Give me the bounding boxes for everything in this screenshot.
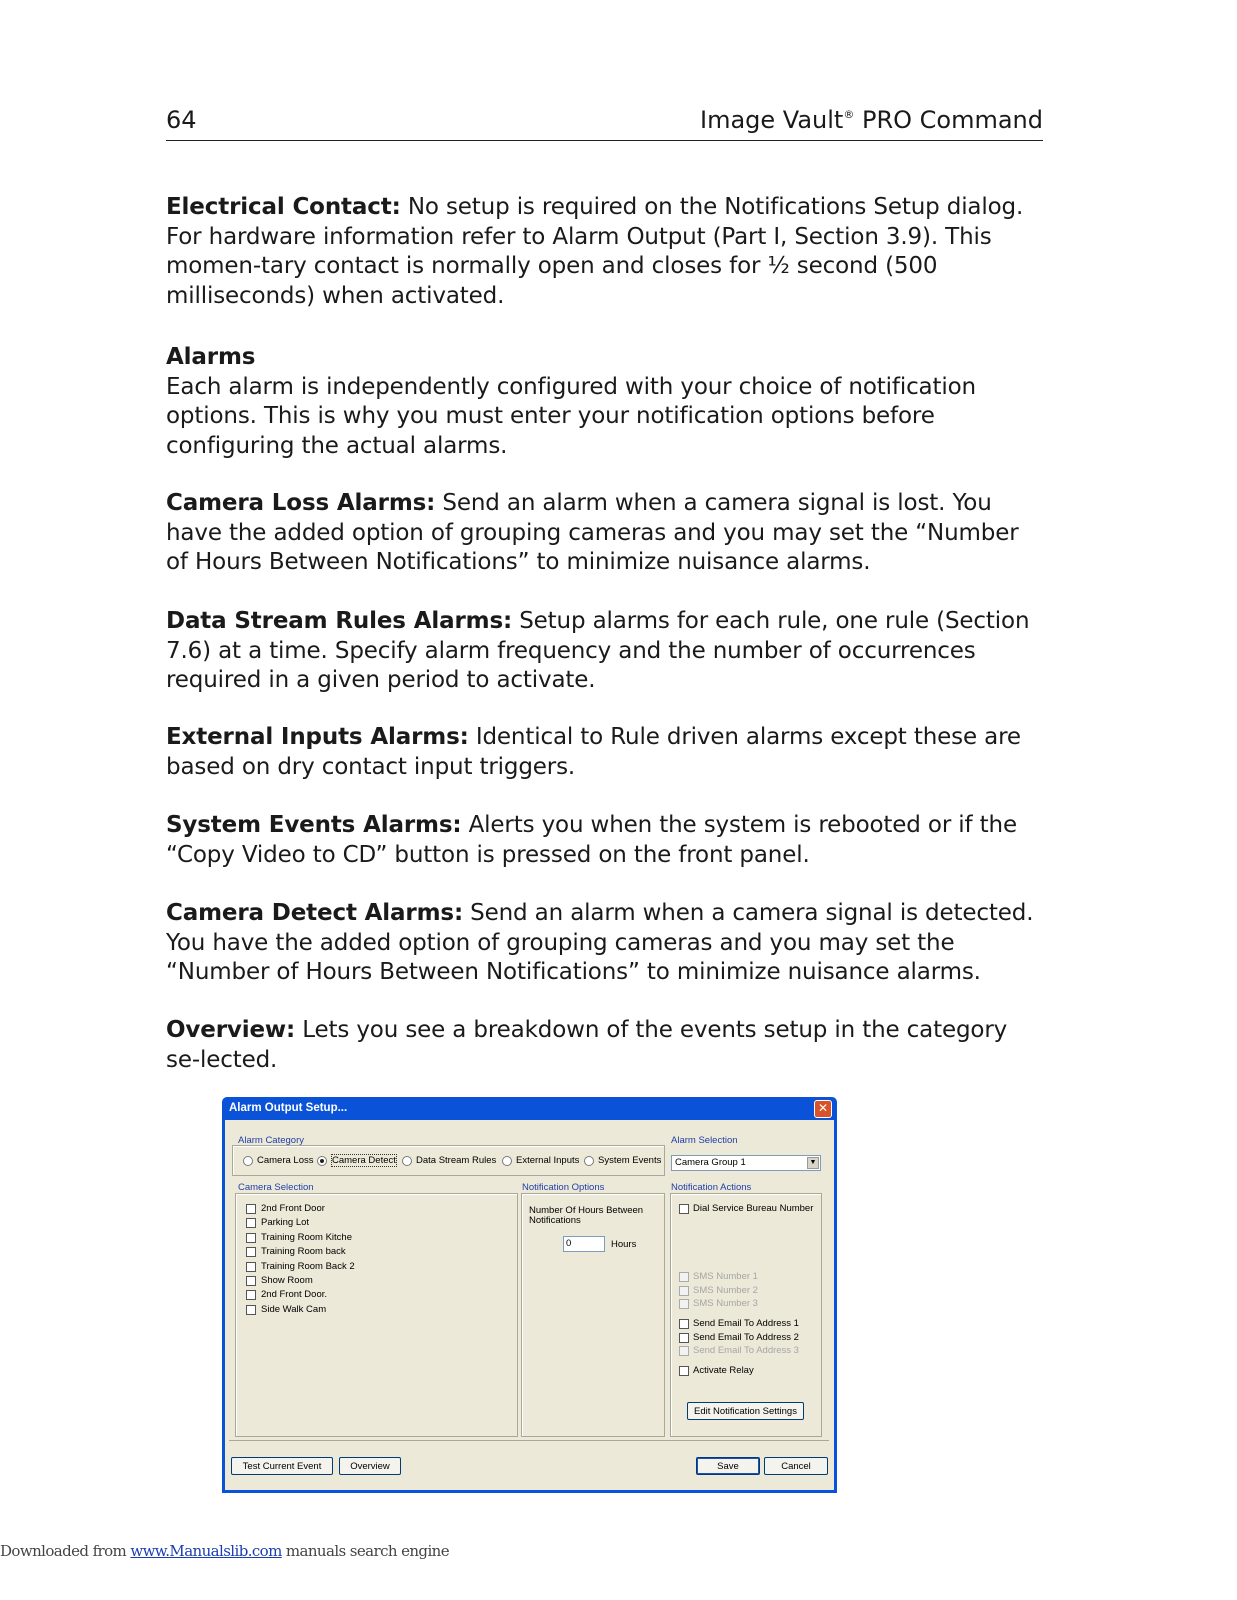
camera-checkbox[interactable] [246,1305,256,1315]
camera-checkbox[interactable] [246,1233,256,1243]
hours-value: 0 [566,1238,572,1249]
email-label: Send Email To Address 3 [693,1345,799,1356]
running-title [700,106,1043,134]
notification-actions-group [670,1193,822,1437]
save-button[interactable]: Save [696,1457,760,1475]
camera-name[interactable]: Training Room Kitche [261,1232,352,1243]
term-electrical-contact: Electrical Contact: [166,194,401,220]
heading-alarms: Alarms [166,344,256,370]
paragraph-camera-loss [166,489,1046,578]
sms-checkbox [679,1299,689,1309]
term-data-stream: Data Stream Rules Alarms: [166,608,513,634]
paragraph-electrical-contact [166,193,1046,311]
activate-relay-checkbox[interactable] [679,1366,689,1376]
paragraph-external-inputs [166,723,1046,782]
camera-name[interactable]: 2nd Front Door. [261,1289,328,1300]
term-system-events: System Events Alarms: [166,812,462,838]
text-overview: Lets you see a breakdown of the events setup in the category se-lected. [166,1017,1008,1073]
hours-unit-label: Hours [611,1239,637,1250]
alarm-selection-value: Camera Group 1 [675,1157,746,1168]
activate-relay-label[interactable]: Activate Relay [693,1365,754,1376]
email-label[interactable]: Send Email To Address 1 [693,1318,799,1329]
term-overview: Overview: [166,1017,296,1043]
alarm-category-label: Alarm Category [238,1135,304,1146]
page-number: 64 [166,106,197,134]
term-external-inputs: External Inputs Alarms: [166,724,469,750]
term-camera-loss: Camera Loss Alarms: [166,490,436,516]
dialog-title: Alarm Output Setup... [229,1102,348,1114]
overview-button[interactable]: Overview [339,1457,401,1475]
notification-options-label: Notification Options [522,1182,605,1193]
camera-name[interactable]: Show Room [261,1275,313,1286]
chevron-down-icon[interactable]: ▼ [807,1157,819,1169]
cancel-button[interactable]: Cancel [764,1457,828,1475]
radio-external-inputs[interactable] [502,1156,512,1166]
radio-label-external-inputs[interactable]: External Inputs [516,1155,580,1166]
paragraph-overview [166,1016,1046,1075]
email-checkbox[interactable] [679,1319,689,1329]
radio-camera-loss[interactable] [243,1156,253,1166]
close-icon[interactable]: ✕ [814,1100,832,1118]
alarm-selection-label: Alarm Selection [671,1135,738,1146]
email-checkbox [679,1346,689,1356]
email-label[interactable]: Send Email To Address 2 [693,1332,799,1343]
email-checkbox[interactable] [679,1333,689,1343]
text-system-events: Alerts you when the system is rebooted or if the “Copy Video to CD” button is pressed on the front panel. [166,812,1017,868]
paragraph-system-events [166,811,1046,870]
camera-checkbox[interactable] [246,1290,256,1300]
camera-checkbox[interactable] [246,1262,256,1272]
sms-label: SMS Number 2 [693,1285,758,1296]
radio-label-data-stream-rules[interactable]: Data Stream Rules [416,1155,497,1166]
term-camera-detect: Camera Detect Alarms: [166,900,464,926]
notification-options-group [521,1193,665,1437]
sms-checkbox [679,1286,689,1296]
paragraph-camera-detect [166,899,1046,988]
registered-mark: ® [843,108,855,121]
text-external-inputs: Identical to Rule driven alarms except these are based on dry contact input triggers. [166,724,1021,780]
radio-label-camera-detect[interactable]: Camera Detect [332,1155,396,1166]
camera-selection-label: Camera Selection [238,1182,314,1193]
running-title-main: Image Vault [700,106,844,134]
hours-between-label-2: Notifications [529,1215,581,1226]
camera-name[interactable]: 2nd Front Door [261,1203,325,1214]
camera-checkbox[interactable] [246,1218,256,1228]
text-electrical-contact: No setup is required on the Notifications Setup dialog. For hardware information refer to Alarm Output (Part I, Section 3.9). This momen-tary contact is normally open and closes for ½ second (500 milliseconds) when activated. [166,194,1024,309]
radio-camera-detect[interactable] [317,1156,327,1166]
test-current-event-button[interactable]: Test Current Event [231,1457,333,1475]
hours-input[interactable] [563,1236,605,1252]
text-camera-loss: Send an alarm when a camera signal is lost. You have the added option of grouping cameras and you may set the “Number of Hours Between Notifications” to minimize nuisance alarms. [166,490,1019,575]
camera-name[interactable]: Side Walk Cam [261,1304,327,1315]
paragraph-data-stream [166,607,1046,696]
dialog-body [225,1120,834,1490]
hours-between-label: Number Of Hours Between [529,1205,644,1216]
dial-service-checkbox[interactable] [679,1204,689,1214]
radio-label-system-events[interactable]: System Events [598,1155,662,1166]
camera-name[interactable]: Training Room Back 2 [261,1261,355,1272]
edit-notification-settings-button[interactable]: Edit Notification Settings [687,1402,804,1420]
section-alarms [166,343,1046,461]
camera-checkbox[interactable] [246,1276,256,1286]
radio-system-events[interactable] [584,1156,594,1166]
alarm-selection-dropdown[interactable] [671,1155,821,1171]
bottom-divider [229,1440,829,1441]
camera-checkbox[interactable] [246,1247,256,1257]
footer-suffix: manuals search engine [281,1542,449,1560]
camera-name[interactable]: Training Room back [261,1246,346,1257]
notification-actions-label: Notification Actions [671,1182,752,1193]
text-alarms: Each alarm is independently configured with your choice of notification options. This is why you must enter your notification options before configuring the actual alarms. [166,373,976,459]
radio-label-camera-loss[interactable]: Camera Loss [257,1155,314,1166]
page-header [166,104,1043,141]
text-data-stream: Setup alarms for each rule, one rule (Section 7.6) at a time. Specify alarm frequency and the number of occurrences required in a given period to activate. [166,608,1030,693]
radio-data-stream-rules[interactable] [402,1156,412,1166]
camera-checkbox[interactable] [246,1204,256,1214]
sms-label: SMS Number 1 [693,1271,758,1282]
camera-name[interactable]: Parking Lot [261,1217,310,1228]
download-footer [0,1542,449,1560]
sms-checkbox [679,1272,689,1282]
camera-selection-list [235,1193,518,1437]
dial-service-label[interactable]: Dial Service Bureau Number [693,1203,814,1214]
footer-prefix: Downloaded from [0,1542,131,1560]
text-camera-detect: Send an alarm when a camera signal is detected. You have the added option of grouping cameras and you may set the “Number of Hours Between Notifications” to minimize nuisance alarms. [166,900,1034,985]
running-title-rest: PRO Command [854,106,1043,134]
manualslib-link[interactable]: www.Manualslib.com [130,1542,282,1560]
sms-label: SMS Number 3 [693,1298,758,1309]
alarm-output-setup-dialog [222,1097,837,1493]
